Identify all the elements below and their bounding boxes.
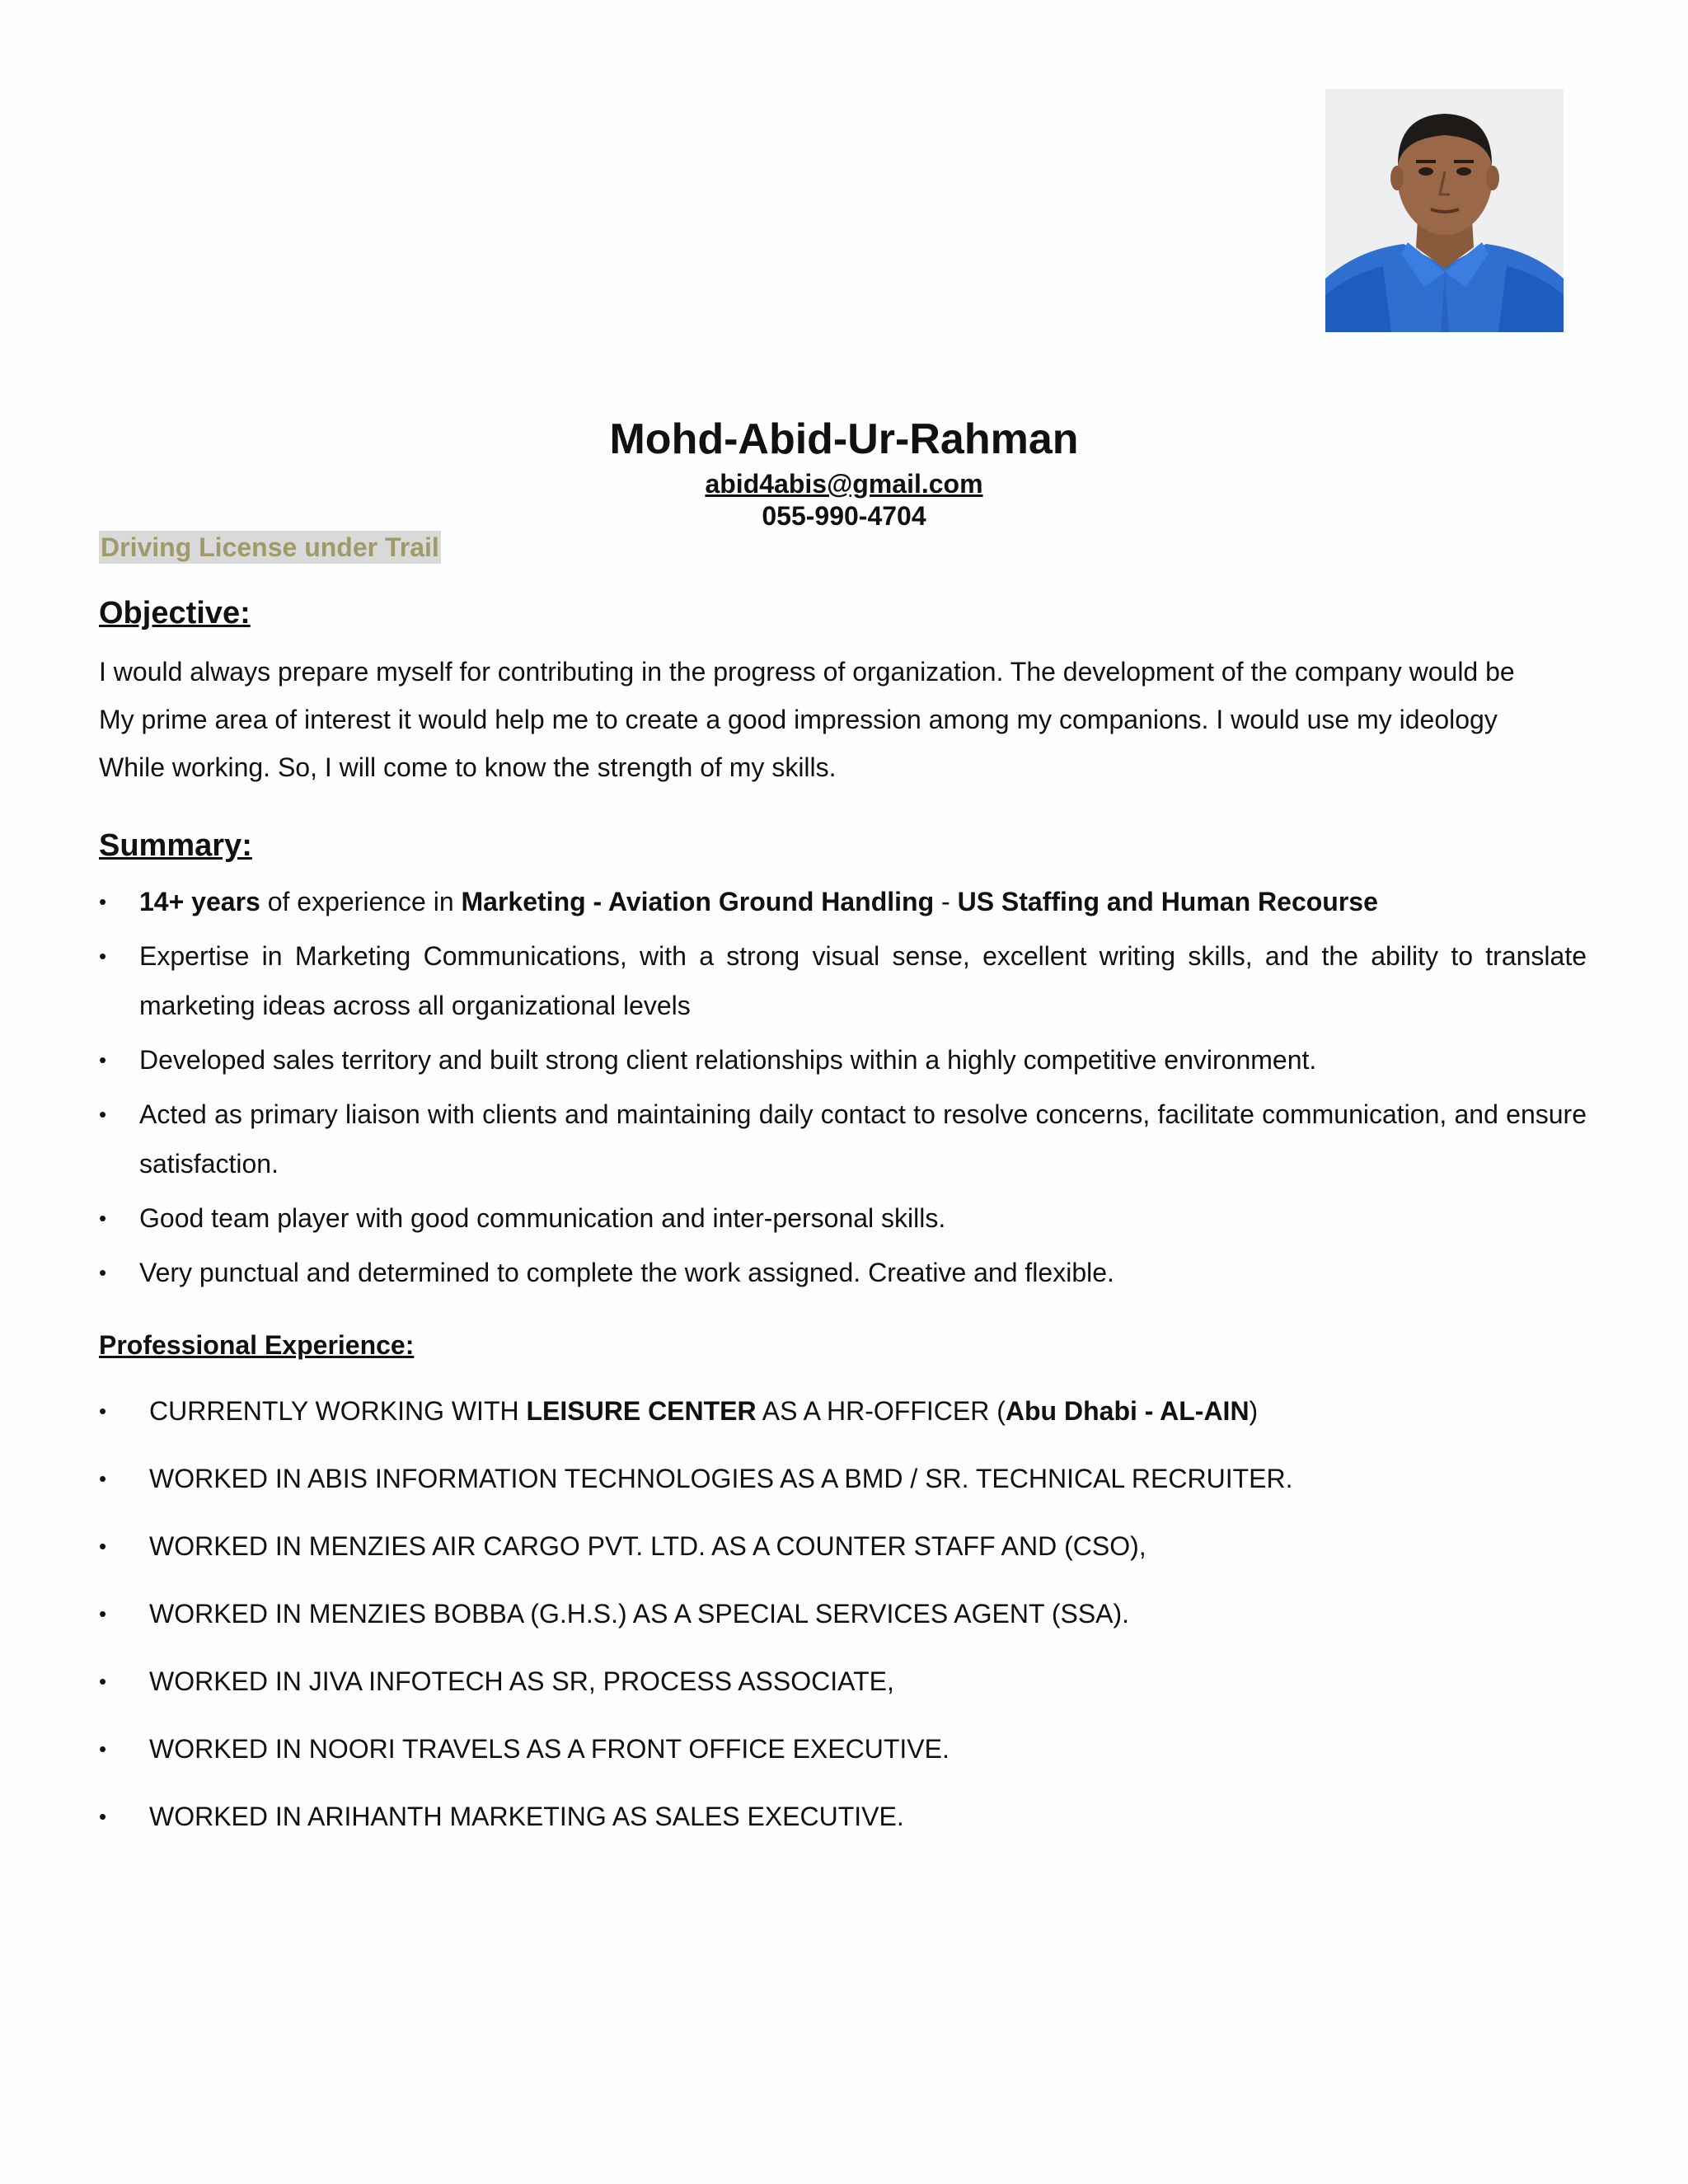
experience-years: 14+ years	[139, 887, 260, 916]
bullet-icon: •	[99, 1466, 107, 1491]
experience-item: • WORKED IN JIVA INFOTECH AS SR, PROCESS ASSOCIATE,	[99, 1666, 894, 1696]
bullet-icon: •	[99, 889, 107, 914]
profile-photo-icon	[1325, 89, 1564, 332]
bullet-icon: •	[99, 1601, 107, 1626]
driving-license-note: Driving License under Trail	[101, 532, 439, 562]
objective-heading: Objective:	[99, 596, 251, 630]
experience-fields: US Staffing and Human Recourse	[957, 887, 1378, 916]
summary-item: • Good team player with good communication and inter-personal skills.	[99, 1193, 1587, 1243]
bullet-icon: •	[99, 1669, 107, 1694]
summary-heading: Summary:	[99, 828, 252, 863]
summary-item: • Expertise in Marketing Communications, with a strong visual sense, excellent writing skills, and the ability to translate marketing ideas across all organizational levels	[99, 931, 1587, 1030]
phone-number: 055-990-4704	[762, 501, 926, 531]
bullet-icon: •	[99, 1206, 107, 1230]
objective-paragraph	[99, 648, 1607, 791]
email-link[interactable]: abid4abis@gmail.com	[705, 469, 983, 499]
experience-heading: Professional Experience:	[99, 1330, 415, 1360]
summary-item: • Very punctual and determined to complete the work assigned. Creative and flexible.	[99, 1248, 1587, 1297]
bullet-icon: •	[99, 1102, 107, 1127]
bullet-icon: •	[99, 1260, 107, 1285]
summary-item: • 14+ years of experience in Marketing - Aviation Ground Handling - US Staffing and Human Recourse	[99, 877, 1587, 926]
profile-photo	[1325, 89, 1564, 332]
summary-item: • Acted as primary liaison with clients and maintaining daily contact to resolve concerns, facilitate communication, and ensure satisfaction.	[99, 1090, 1587, 1188]
bullet-icon: •	[99, 1534, 107, 1558]
bullet-icon: •	[99, 1804, 107, 1829]
experience-item: • CURRENTLY WORKING WITH LEISURE CENTER AS A HR-OFFICER (Abu Dhabi - AL-AIN)	[99, 1396, 1259, 1426]
experience-item: • WORKED IN ARIHANTH MARKETING AS SALES EXECUTIVE.	[99, 1802, 904, 1831]
bullet-icon: •	[99, 1736, 107, 1761]
summary-item: • Developed sales territory and built strong client relationships within a highly competitive environment.	[99, 1035, 1587, 1085]
experience-item: • WORKED IN MENZIES AIR CARGO PVT. LTD. AS A COUNTER STAFF AND (CSO),	[99, 1531, 1146, 1561]
experience-list	[99, 1394, 1587, 1868]
experience-item: • WORKED IN NOORI TRAVELS AS A FRONT OFFICE EXECUTIVE.	[99, 1734, 950, 1764]
objective-line: While working. So, I will come to know the strength of my skills.	[99, 752, 837, 782]
current-employer: LEISURE CENTER	[526, 1396, 757, 1426]
experience-fields: Marketing - Aviation Ground Handling	[461, 887, 935, 916]
bullet-icon: •	[99, 1399, 107, 1423]
experience-item: • WORKED IN ABIS INFORMATION TECHNOLOGIES AS A BMD / SR. TECHNICAL RECRUITER.	[99, 1464, 1293, 1493]
objective-line: I would always prepare myself for contributing in the progress of organization. The development of the company would be	[99, 657, 1515, 687]
objective-line: My prime area of interest it would help me to create a good impression among my companions. I would use my ideology	[99, 705, 1498, 734]
candidate-name: Mohd-Abid-Ur-Rahman	[609, 415, 1079, 463]
summary-list	[99, 877, 1587, 1302]
current-location: Abu Dhabi - AL-AIN	[1005, 1396, 1250, 1426]
bullet-icon: •	[99, 944, 107, 968]
bullet-icon: •	[99, 1047, 107, 1072]
experience-item: • WORKED IN MENZIES BOBBA (G.H.S.) AS A SPECIAL SERVICES AGENT (SSA).	[99, 1599, 1130, 1629]
